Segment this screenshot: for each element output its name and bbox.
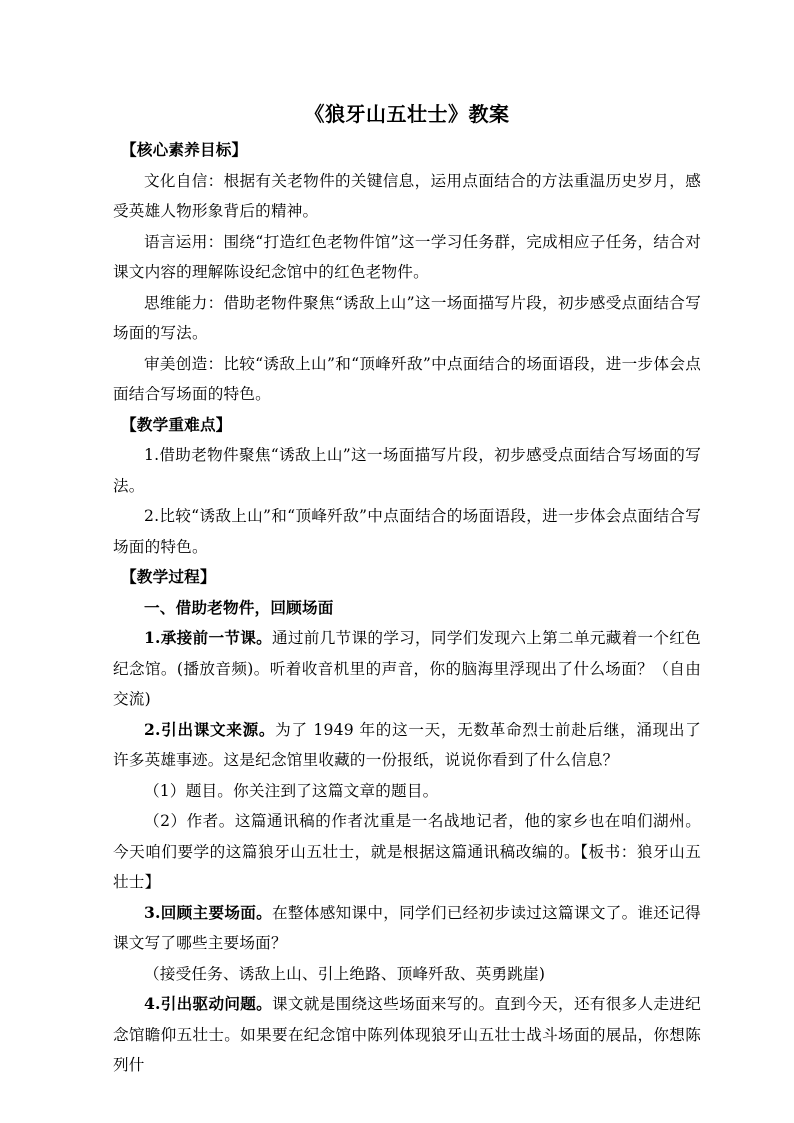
paragraph-step-3 [113, 898, 701, 959]
subheading-step-one: 一、借助老物件，回顾场面 [144, 597, 334, 617]
paragraph-step-2 [113, 715, 701, 776]
paragraph-thinking-ability: 思维能力：借助老物件聚焦“诱敌上山”这一场面描写片段，初步感受点面结合写场面的写法。 [113, 293, 701, 342]
document-page [113, 97, 701, 1081]
paragraph-language-use: 语言运用：围绕“打造红色老物件馆”这一学习任务群，完成相应子任务，结合对课文内容的理解陈设纪念馆中的红色老物件。 [113, 232, 701, 281]
paragraph-key-point-1: 1.借助老物件聚焦“诱敌上山”这一场面描写片段，初步感受点面结合写场面的写法。 [113, 446, 701, 495]
step-2-label: 2.引出课文来源。 [144, 719, 276, 739]
step-2-text: 为了 1949 年的这一天，无数革命烈士前赴后继，涌现出了许多英雄事迹。这是纪念馆里收藏的一份报纸，说说你看到了什么信息？ [113, 720, 701, 769]
step-1-text: 通过前几节课的学习，同学们发现六上第二单元藏着一个红色纪念馆。(播放音频)。听着收音机里的声音，你的脑海里浮现出了什么场面？（自由交流) [113, 629, 701, 708]
paragraph-step-2-sub-2: （2）作者。这篇通讯稿的作者沈重是一名战地记者，他的家乡也在咱们湖州。今天咱们要学的这篇狼牙山五壮士，就是根据这篇通讯稿改编的。【板书：狼牙山五壮士】 [113, 812, 701, 891]
paragraph-step-1 [113, 623, 701, 715]
section-heading-key-points: 【教学重难点】 [121, 414, 232, 434]
step-3-text: 在整体感知课中，同学们已经初步读过这篇课文了。谁还记得课文写了哪些主要场面？ [113, 903, 701, 952]
document-title: 《狼牙山五壮士》教案 [304, 102, 510, 126]
paragraph-key-point-2: 2.比较“诱敌上山”和“顶峰歼敌”中点面结合的场面语段，进一步体会点面结合写场面的特色。 [113, 507, 701, 556]
paragraph-step-4 [113, 989, 701, 1081]
section-heading-process: 【教学过程】 [121, 567, 216, 586]
step-1-label: 1.承接前一节课。 [144, 628, 273, 647]
paragraph-step-3-sub: （接受任务、诱敌上山、引上绝路、顶峰歼敌、英勇跳崖) [144, 964, 546, 983]
paragraph-cultural-confidence: 文化自信：根据有关老物件的关键信息，运用点面结合的方法重温历史岁月，感受英雄人物形象背后的精神。 [113, 171, 701, 220]
paragraph-aesthetic-creation: 审美创造：比较“诱敌上山”和“顶峰歼敌”中点面结合的场面语段，进一步体会点面结合写场面的特色。 [113, 354, 701, 403]
section-heading-core-goals: 【核心素养目标】 [121, 140, 248, 159]
step-3-label: 3.回顾主要场面。 [144, 902, 273, 922]
paragraph-step-2-sub-1: （1）题目。你关注到了这篇文章的题目。 [144, 781, 439, 800]
step-4-label: 4.引出驱动问题。 [144, 994, 273, 1013]
step-4-text: 课文就是围绕这些场面来写的。直到今天，还有很多人走进纪念馆瞻仰五壮士。如果要在纪念馆中陈列体现狼牙山五壮士战斗场面的展品，你想陈列什 [113, 995, 701, 1074]
